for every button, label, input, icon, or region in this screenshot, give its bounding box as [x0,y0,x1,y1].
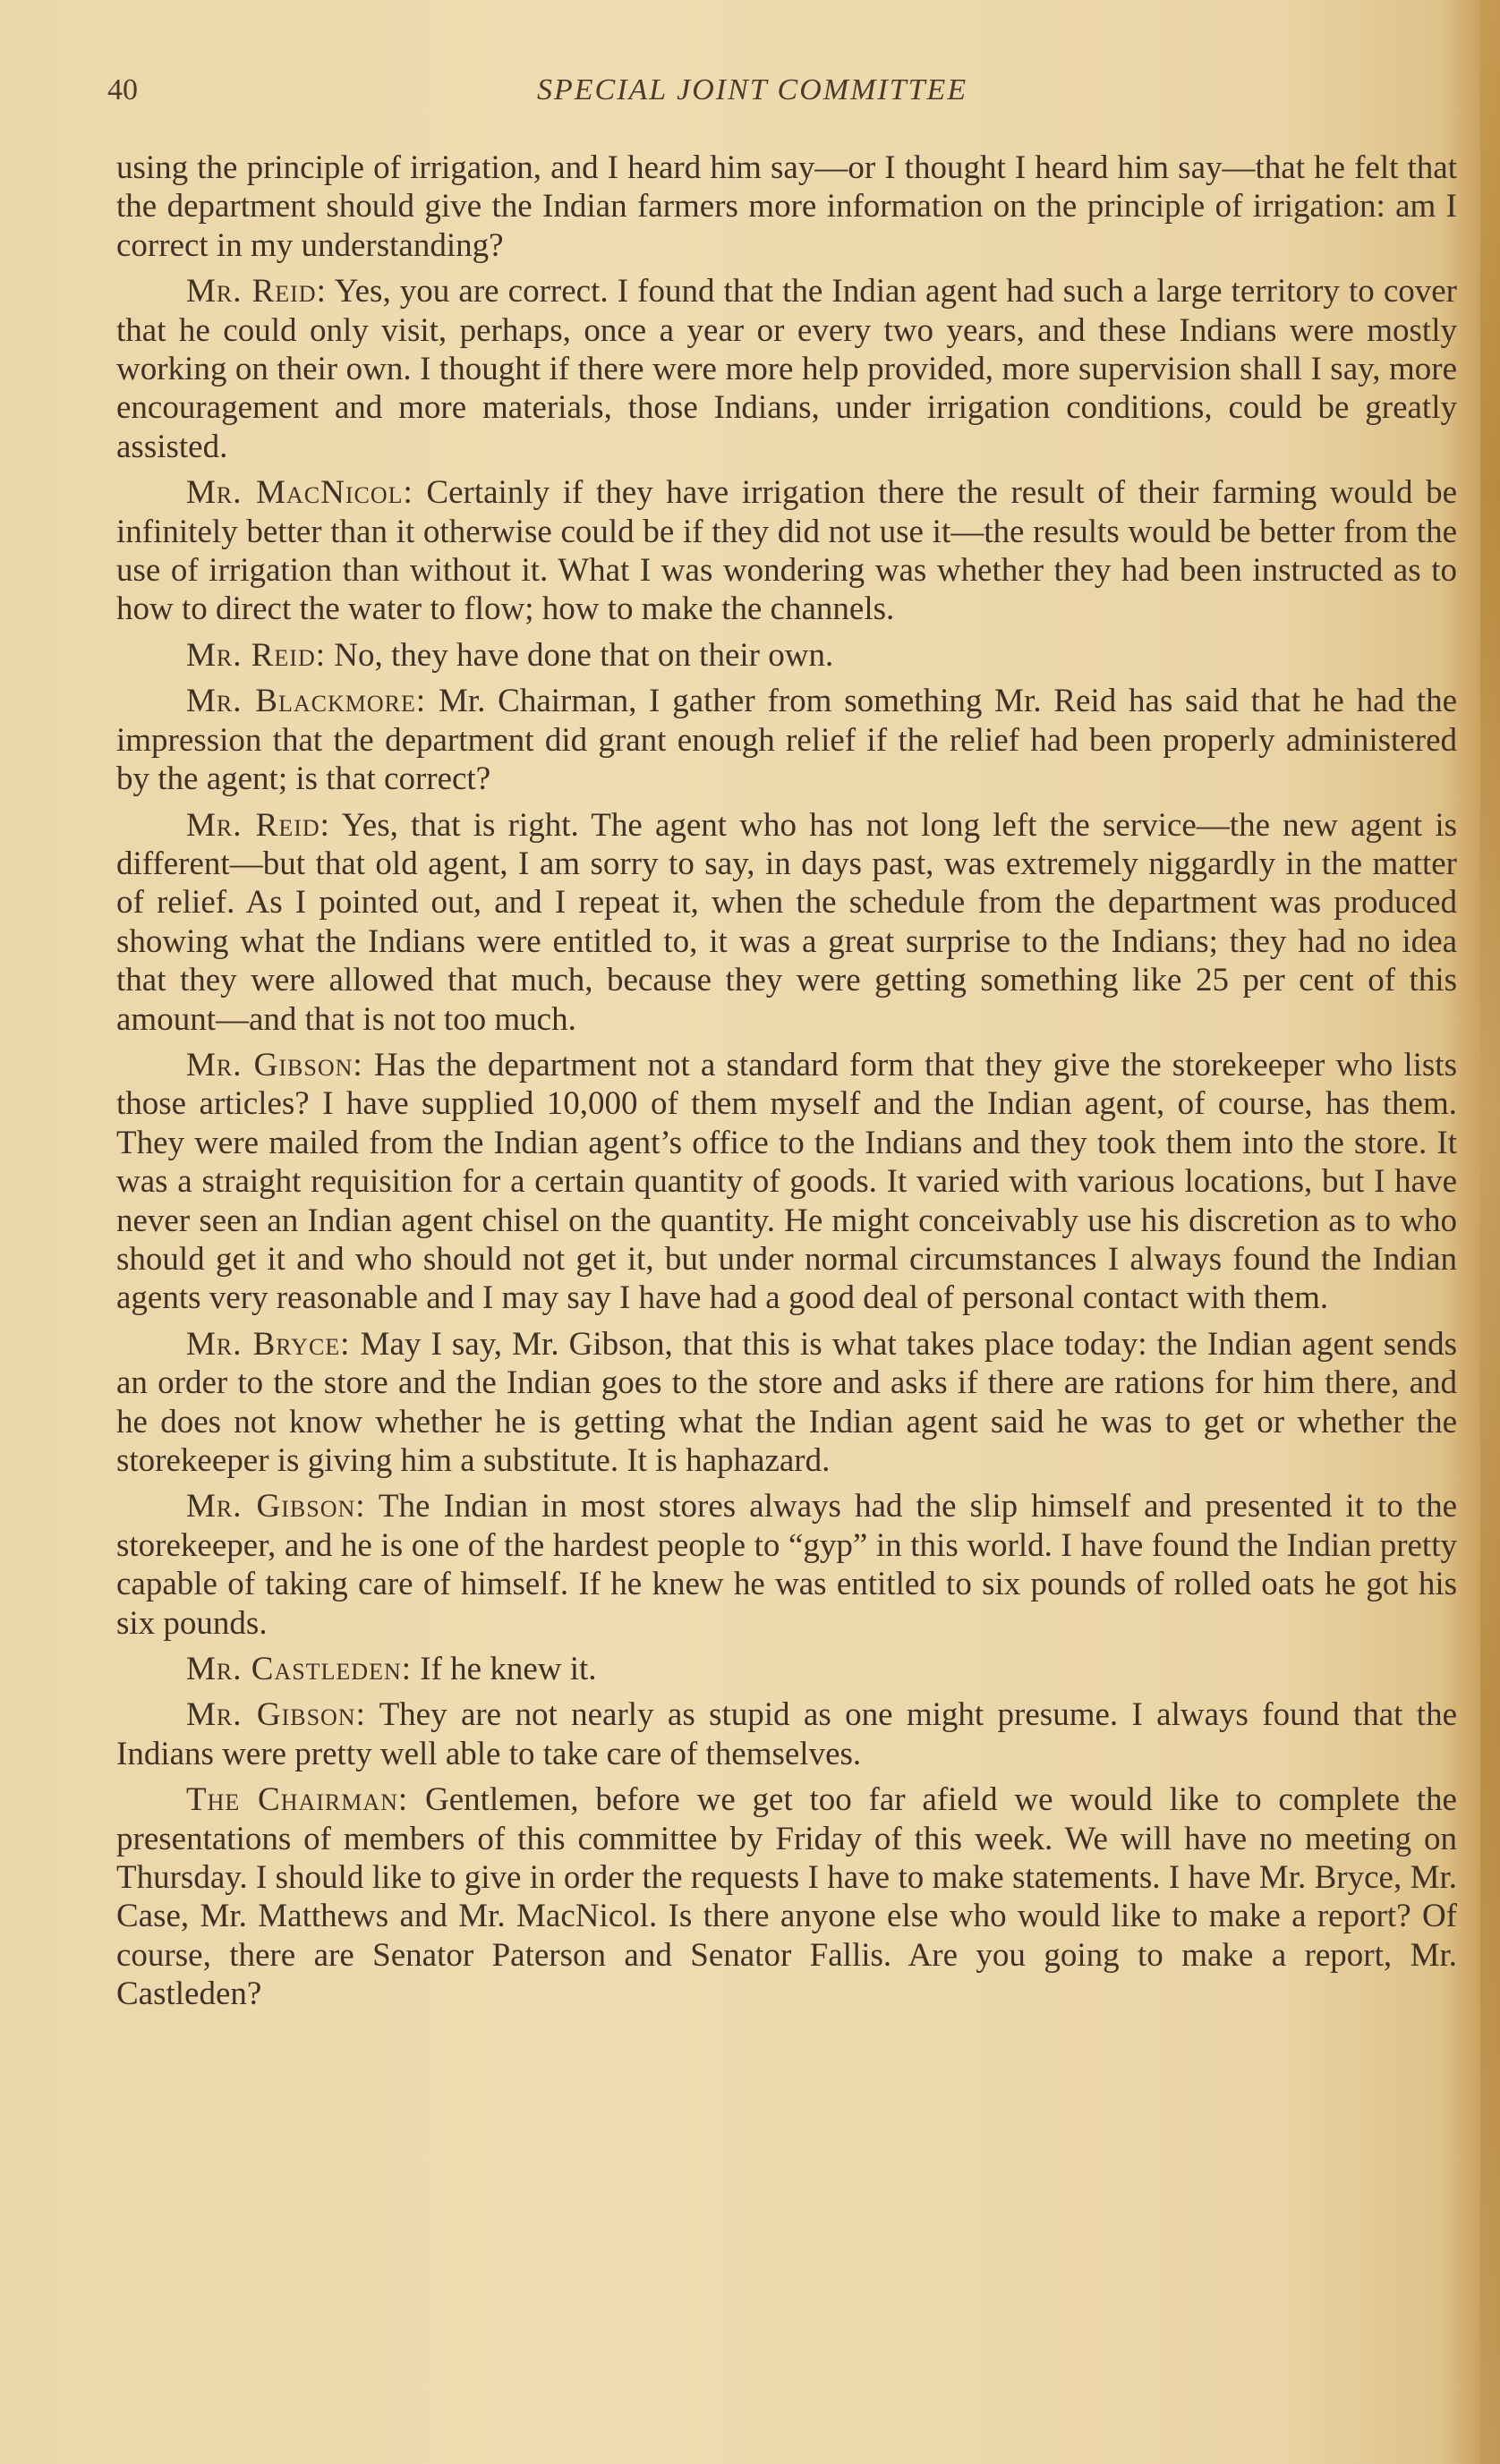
speaker-name: Mr. Castleden: [186,1651,413,1688]
paragraph-castleden-1 [116,1650,1457,1688]
speaker-name: Mr. Reid: [186,806,330,844]
paragraph-text: Certainly if they have irrigation there the result of their farming would be infinitely better than it otherwise could be if they did not use it—the results would be better from the use of irrigation than without it. What I was wondering was whether they had been instructed as to how to direct the water to flow; how to make the channels. [116,474,1457,628]
speaker-name: Mr. Bryce: [186,1325,351,1363]
paragraph-blackmore-1 [116,682,1457,798]
page-number: 40 [107,73,138,106]
speaker-name: Mr. Blackmore: [186,683,427,720]
paragraph-reid-3 [116,806,1457,1039]
paragraph-gibson-1 [116,1046,1457,1318]
speaker-name: Mr. Reid: [186,636,327,674]
paragraph-reid-2 [116,636,1457,675]
paragraph-text: They are not nearly as stupid as one might presume. I always found that the Indians were pretty well able to take care of themselves. [116,1696,1457,1772]
paragraph-gibson-2 [116,1487,1457,1643]
paragraph-gibson-3 [116,1695,1457,1773]
speaker-name: The Chairman: [186,1781,409,1819]
paragraph-bryce-1 [116,1325,1457,1481]
paragraph-text: Yes, that is right. The agent who has not long left the service—the new agent is different—but that old agent, I am sorry to say, in days past, was extremely niggardly in the matter of relief. As I pointed out, and I repeat it, when the schedule from the department was produced showing what the Indians were entitled to, it was a great surprise to the Indians; they had no idea that they were allowed that much, because they were getting something like 25 per cent of this amount—and that is not too much. [116,806,1458,1038]
paragraph-macnicol-1 [116,473,1457,629]
paragraph-text: Yes, you are correct. I found that the Indian agent had such a large territory to cover that he could only visit, perhaps, once a year or every two years, and these Indians were mostly working on their own. I thought if there were more help provided, more supervision shall I say, more encouragement and more materials, those Indians, under irrigation conditions, could be greatly assisted. [116,273,1457,465]
paragraph-continuation [116,149,1457,265]
paragraph-text: If he knew it. [412,1651,597,1688]
paragraph-text: The Indian in most stores always had the slip himself and presented it to the storekeeper, and he is one of the hardest people to “gyp” in this world. I have found the Indian pretty capable of taking care of himself. If he knew he was entitled to six pounds of rolled oats he got his six pounds. [116,1488,1457,1642]
page-edge [1480,0,1500,2464]
paragraph-text: Gentlemen, before we get too far afield we would like to complete the presentations of members of this committee by Friday of this week. We will have no meeting on Thursday. I should like to give in order the requests I have to make statements. I have Mr. Bryce, Mr. Case, Mr. Matthews and Mr. MacNicol. Is there anyone else who would like to make a report? Of course, there are Senator Paterson and Senator Fallis. Are you going to make a report, Mr. Castleden? [116,1781,1457,2013]
speaker-name: Mr. MacNicol: [186,474,413,512]
speaker-name: Mr. Gibson: [186,1046,363,1083]
paragraph-text: No, they have done that on their own. [326,636,834,674]
paragraph-text: May I say, Mr. Gibson, that this is what takes place today: the Indian agent sends an order to the store and the Indian goes to the store and asks if there are rations for him there, and he does not know whether he is getting what the Indian agent said he was to get or whether the storekeeper is giving him a substitute. It is haphazard. [116,1325,1457,1479]
paragraph-chairman-1 [116,1780,1457,2013]
paragraph-text: Has the department not a standard form that they give the storekeeper who lists those articles? I have supplied 10,000 of them myself and the Indian agent, of course, has them. They were mailed from the Indian agent’s office to the Indians and they took them into the store. It was a straight requisition for a certain quantity of goods. It varied with various locations, but I have never seen an Indian agent chisel on the quantity. He might conceivably use his discretion as to who should get it and who should not get it, but under normal circumstances I always found the Indian agents very reasonable and I may say I have had a good deal of personal contact with them. [116,1046,1457,1317]
page-header [107,73,1468,127]
paragraph-text: Mr. Chairman, I gather from something Mr. Reid has said that he had the impression that the department did grant enough relief if the relief had been properly administered by the agent; is that correct? [116,683,1457,798]
speaker-name: Mr. Gibson: [186,1488,366,1525]
paragraph-reid-1 [116,272,1457,466]
paragraph-text: using the principle of irrigation, and I heard him say—or I thought I heard him say—that he felt that the department should give the Indian farmers more information on the principle of irrigation: am I correct in my understanding? [116,149,1457,264]
transcript-body [116,149,1457,2021]
speaker-name: Mr. Gibson: [186,1696,366,1734]
running-head: SPECIAL JOINT COMMITTEE [537,73,968,106]
speaker-name: Mr. Reid: [186,273,327,310]
